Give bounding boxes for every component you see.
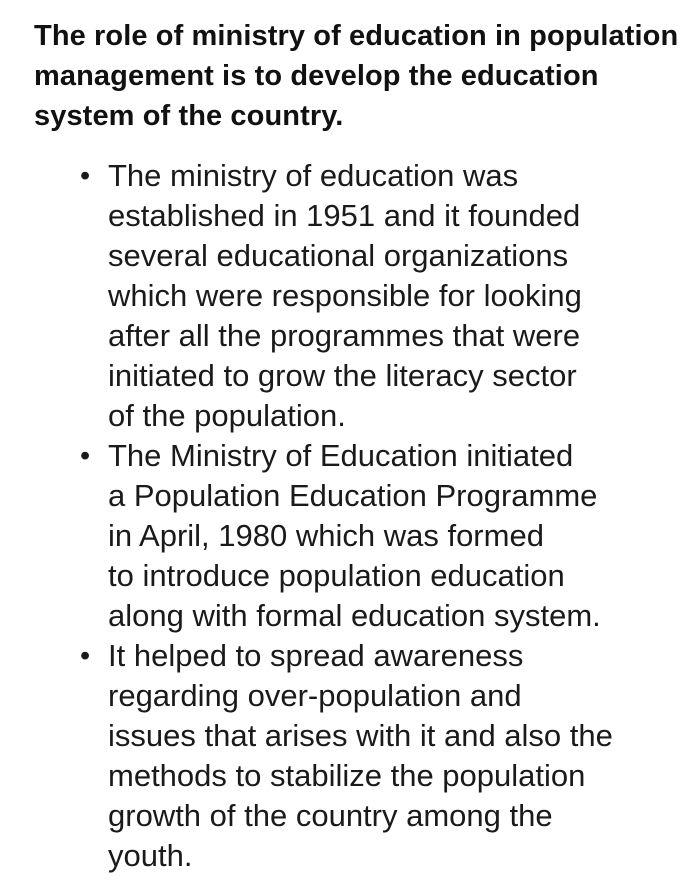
bullet-item-awareness: [0, 636, 613, 876]
bullet-text: It helped to spread awareness regarding over-population and issues that arises with it and also the methods to stabilize the population growth of the country among the youth.: [108, 638, 613, 873]
answer-heading: The role of ministry of education in population management is to develop the education system of the country.: [34, 20, 679, 132]
bullet-marker: •: [80, 440, 91, 472]
bullet-text: The ministry of education was established in 1951 and it founded several educational organizations which were responsible for looking after all the programmes that were initiated to grow the literacy sector of the population.: [108, 158, 582, 433]
bullet-item-establishment: [0, 156, 613, 436]
bullet-marker: •: [80, 160, 91, 192]
bullet-text: The Ministry of Education initiated a Population Education Programme in April, 1980 which was formed to introduce population education along with formal education system.: [108, 438, 601, 633]
bullet-marker: •: [80, 640, 91, 672]
bullet-item-programme: [0, 436, 613, 636]
bullet-list: [0, 156, 613, 876]
